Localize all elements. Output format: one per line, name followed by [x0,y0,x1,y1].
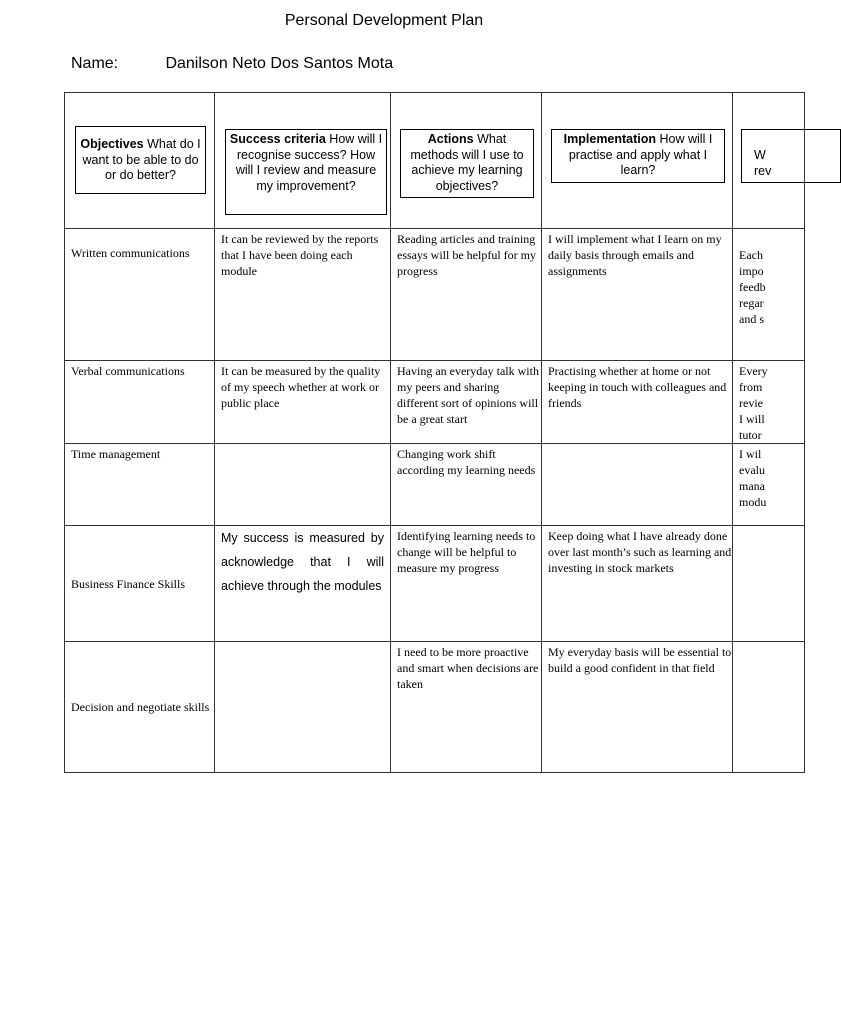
review-cell [733,229,805,361]
header-bold-success: Success criteria [229,132,326,146]
header-row [65,93,805,229]
review-line: I will [739,412,765,426]
review-line: Each [739,248,763,262]
header-text-implementation: How will I practise and apply what I learn? [568,132,713,177]
review-line: modu [739,495,767,509]
implementation-text: I will implement what I learn on my daily basis through emails and assignments [548,232,722,278]
actions-text: I need to be more proactive and smart when decisions are taken [397,645,539,691]
name-row [71,55,393,73]
header-review-line2: rev [754,163,772,178]
review-cell [733,444,805,526]
implementation-text: Practising whether at home or not keeping in touch with colleagues and friends [548,364,727,410]
development-plan-table [64,92,805,773]
actions-text: Reading articles and training essays will be helpful for my progress [397,232,536,278]
success-cell [215,526,391,642]
header-cell-review [733,93,805,229]
table-row [65,361,805,444]
actions-text: Having an everyday talk with my peers and sharing different sort of opinions will be a great start [397,364,539,426]
objective-cell [65,229,215,361]
actions-cell [391,444,542,526]
review-cell [733,642,805,773]
header-bold-objectives: Objectives [80,137,144,151]
success-cell [215,444,391,526]
header-box-actions [400,129,534,198]
implementation-cell [542,444,733,526]
document-title: Personal Development Plan [284,12,484,29]
review-line: evalu [739,463,765,477]
actions-cell [391,361,542,444]
objective-text: Written communications [71,246,190,260]
name-value: Danilson Neto Dos Santos Mota [165,55,394,72]
header-cell-actions [391,93,542,229]
review-line: impo [739,264,764,278]
review-line: from [739,380,763,394]
header-review-line1: W [754,148,766,162]
header-cell-success [215,93,391,229]
table-row [65,229,805,361]
table-row [65,444,805,526]
success-text: It can be reviewed by the reports that I have been doing each module [221,232,379,278]
review-line: and s [739,312,764,326]
implementation-cell [542,526,733,642]
review-line: mana [739,479,765,493]
objective-cell [65,361,215,444]
success-cell [215,229,391,361]
success-cell [215,361,391,444]
header-cell-objectives [65,93,215,229]
header-box-implementation [551,129,725,183]
actions-text: Identifying learning needs to change will be helpful to measure my progress [397,529,536,575]
review-line: regar [739,296,764,310]
success-cell [215,642,391,773]
actions-text: Changing work shift according my learning needs [397,447,536,477]
table-row [65,526,805,642]
success-text: It can be measured by the quality of my speech whether at work or public place [221,364,381,410]
review-line: tutor [739,428,762,442]
review-cell [733,526,805,642]
actions-cell [391,642,542,773]
actions-cell [391,229,542,361]
objective-cell [65,444,215,526]
objective-cell [65,642,215,773]
implementation-cell [542,229,733,361]
name-label: Name: [71,55,119,72]
header-text-success: How will I recognise success? How will I review and measure my improvement? [235,132,383,193]
header-bold-actions: Actions [427,132,474,146]
header-box-objectives [75,126,206,194]
objective-cell [65,526,215,642]
review-line: revie [739,396,763,410]
implementation-cell [542,642,733,773]
objective-text: Business Finance Skills [71,576,186,591]
review-line: Every [739,364,768,378]
header-bold-implementation: Implementation [563,132,657,146]
header-box-review [741,129,841,183]
implementation-text: My everyday basis will be essential to build a good confident in that field [548,645,732,675]
objective-text: Decision and negotiate skills [71,700,210,714]
actions-cell [391,526,542,642]
objective-text: Time management [71,447,161,461]
implementation-cell [542,361,733,444]
implementation-text: Keep doing what I have already done over last month’s such as learning and investing in stock markets [548,529,732,575]
header-text-objectives: What do I want to be able to do or do better? [82,137,201,182]
review-line: I wil [739,447,762,461]
header-box-success [225,129,387,215]
review-cell [733,361,805,444]
table-row [65,642,805,773]
review-line: feedb [739,280,766,294]
objective-text: Verbal communications [71,364,185,378]
header-cell-implementation [542,93,733,229]
header-text-actions: What methods will I use to achieve my learning objectives? [410,132,524,193]
success-text: My success is measured by acknowledge that I will achieve through the modules [221,531,384,593]
